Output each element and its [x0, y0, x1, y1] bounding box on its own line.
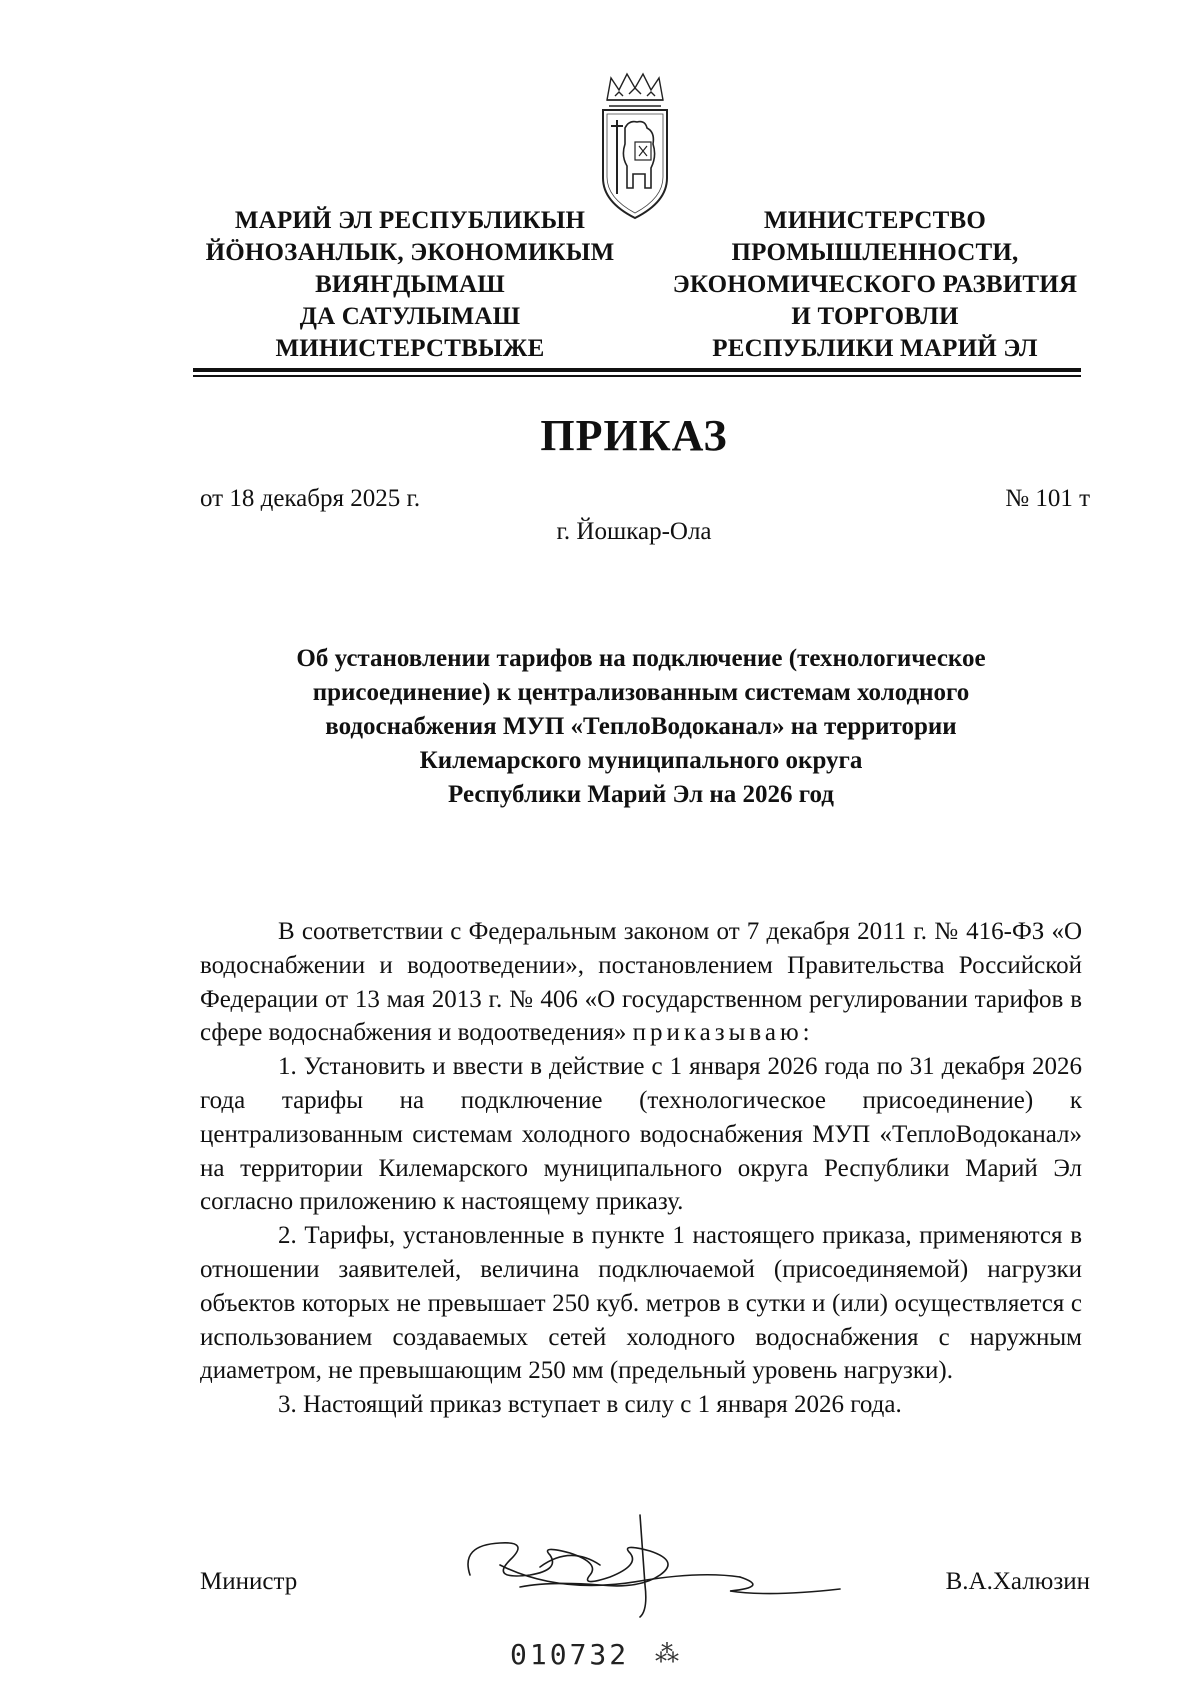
subject-line: Республики Марий Эл на 2026 год — [448, 781, 834, 808]
header-left-line: ВИЯҤДЫМАШ — [315, 271, 505, 298]
order-word: приказываю: — [632, 1019, 814, 1047]
header-left-line: ЙӦНОЗАНЛЫК, ЭКОНОМИКЫМ — [205, 239, 615, 266]
header-right-line: И ТОРГОВЛИ — [791, 303, 959, 330]
subject-line: водоснабжения МУП «ТеплоВодоканал» на территории — [325, 713, 957, 740]
header-right-line: МИНИСТЕРСТВО — [763, 207, 987, 234]
header-divider-thick — [193, 368, 1081, 372]
order-number: № 101 т — [1005, 485, 1090, 512]
signer-name: В.А.Халюзин — [945, 1568, 1090, 1595]
item-3-paragraph: 3. Настоящий приказ вступает в силу с 1 января 2026 года. — [278, 1391, 902, 1419]
order-subject — [200, 642, 1082, 812]
serial-number: 010732 — [510, 1638, 630, 1671]
header-right-line: ПРОМЫШЛЕННОСТИ, — [731, 239, 1019, 266]
subject-line: Килемарского муниципального округа — [419, 747, 863, 774]
item-1-paragraph: 1. Установить и ввести в действие с 1 января 2026 года по 31 декабря 2026 года тарифы на подключение (технологическое присоединение) к централизованным системам холодного водоснабжения МУП «ТеплоВодоканал» на территории Килемарского муниципального округа Республики Марий Эл согласно приложению к настоящему приказу. — [200, 1053, 1082, 1216]
coat-of-arms-emblem — [585, 70, 685, 225]
header-divider-thin — [193, 375, 1081, 377]
item-2-paragraph: 2. Тарифы, установленные в пункте 1 настоящего приказа, применяются в отношении заявителей, величина подключаемой (присоединяемой) нагрузки объектов которых не превышает 250 куб. метров в сутки и (или) осуществляется с использованием создаваемых сетей холодного водоснабжения с наружным диаметром, не превышающим 250 мм (предельный уровень нагрузки). — [200, 1222, 1082, 1385]
preamble-text: В соответствии с Федеральным законом от 7 декабря 2011 г. № 416-ФЗ «О водоснабжении и водоотведении», постановлением Правительства Российской Федерации от 13 мая 2013 г. № 406 «О государственном регулировании тарифов в сфере водоснабжения и водоотведения» — [200, 918, 1082, 1047]
order-date: от 18 декабря 2025 г. — [200, 485, 421, 512]
order-title: ПРИКАЗ — [540, 411, 728, 460]
order-city: г. Йошкар-Ола — [556, 518, 712, 545]
header-russian-ministry-name — [655, 205, 1095, 365]
subject-line: Об установлении тарифов на подключение (технологическое — [296, 645, 986, 672]
signer-title: Министр — [200, 1568, 298, 1595]
header-right-line: РЕСПУБЛИКИ МАРИЙ ЭЛ — [712, 335, 1038, 362]
subject-line: присоединение) к централизованным системам холодного — [312, 679, 970, 706]
header-mari-ministry-name — [190, 205, 630, 365]
header-left-line: ДА САТУЛЫМАШ — [299, 303, 521, 330]
handwritten-signature — [440, 1505, 920, 1625]
preamble-paragraph — [200, 915, 1082, 1050]
header-left-line: МАРИЙ ЭЛ РЕСПУБЛИКЫН — [234, 207, 586, 234]
header-left-line: МИНИСТЕРСТВЫЖЕ — [275, 335, 545, 362]
asterisk-mark-icon: ⁂ — [655, 1642, 679, 1668]
header-right-line: ЭКОНОМИЧЕСКОГО РАЗВИТИЯ — [672, 271, 1078, 298]
order-body — [200, 915, 1082, 1422]
